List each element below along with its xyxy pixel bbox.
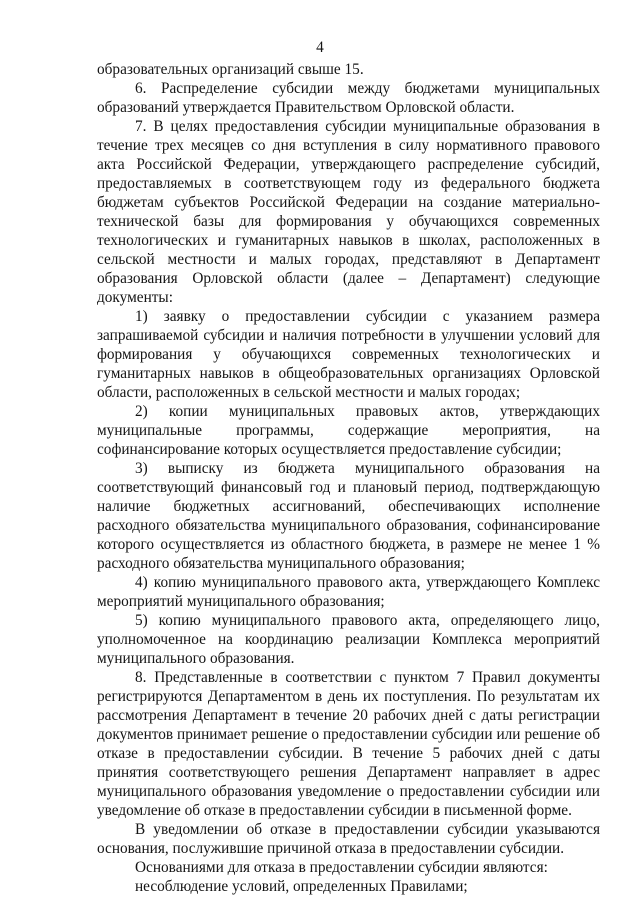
list-item-3-budget-extract: 3) выписку из бюджета муниципального образования на соответствующий финансовый год и плановый период, подтверждающую наличие бюджетных ассигнований, обеспечивающих исполнение расходного обязательства муниципального образования, софинансирование которого осуществляется из областного бюджета, в размере не менее 1 % расходного обязательства муниципального образования;: [97, 460, 600, 572]
paragraph-refusal-notice: В уведомлении об отказе в предоставлении субсидии указываются основания, послужившие причиной отказа в предоставлении субсидии.: [97, 821, 600, 857]
paragraph-7-documents: 7. В целях предоставления субсидии муниципальные образования в течение трех месяцев со дня вступления в силу нормативного правового акта Российской Федерации, утверждающего распределение субсидий, предоставляемых в соответствующем году из федерального бюджета бюджетам субъектов Российской Федерации на создание материально-технической базы для формирования у обучающихся современных технологических и гуманитарных навыков в школах, расположенных в сельской местности и малых городах, представляют в Департамент образования Орловской области (далее – Департамент) следующие документы:: [97, 118, 600, 306]
list-item-5-coordinator-act: 5) копию муниципального правового акта, определяющего лицо, уполномоченное на координацию реализации Комплекса мероприятий муниципального образования.: [97, 612, 600, 667]
list-item-1-application: 1) заявку о предоставлении субсидии с указанием размера запрашиваемой субсидии и наличия потребности в улучшении условий для формирования у обучающихся современных технологических и гуманитарных навыков в общеобразовательных организациях Орловской области, расположенных в сельской местности и малых городах;: [97, 308, 600, 401]
paragraph-6-distribution: 6. Распределение субсидии между бюджетами муниципальных образований утверждается Правительством Орловской области.: [97, 80, 600, 116]
document-body: [97, 60, 600, 896]
paragraph-fragment: образовательных организаций свыше 15.: [97, 61, 364, 78]
paragraph-refusal-grounds: Основаниями для отказа в предоставлении субсидии являются:: [135, 859, 548, 876]
page-number: 4: [316, 39, 324, 56]
list-item-4-complex-act: 4) копию муниципального правового акта, утверждающего Комплекс мероприятий муниципального образования;: [97, 574, 600, 610]
list-item-2-copies: 2) копии муниципальных правовых актов, утверждающих муниципальные программы, содержащие мероприятия, на софинансирование которых осуществляется предоставление субсидии;: [97, 403, 600, 458]
paragraph-noncompliance: несоблюдение условий, определенных Правилами;: [135, 878, 468, 895]
paragraph-8-registration: 8. Представленные в соответствии с пунктом 7 Правил документы регистрируются Департаментом в день их поступления. По результатам их рассмотрения Департамент в течение 20 рабочих дней с даты регистрации документов принимает решение о предоставлении субсидии или решение об отказе в предоставлении субсидии. В течение 5 рабочих дней с даты принятия соответствующего решения Департамент направляет в адрес муниципального образования уведомление о предоставлении субсидии или уведомление об отказе в предоставлении субсидии в письменной форме.: [97, 669, 600, 819]
